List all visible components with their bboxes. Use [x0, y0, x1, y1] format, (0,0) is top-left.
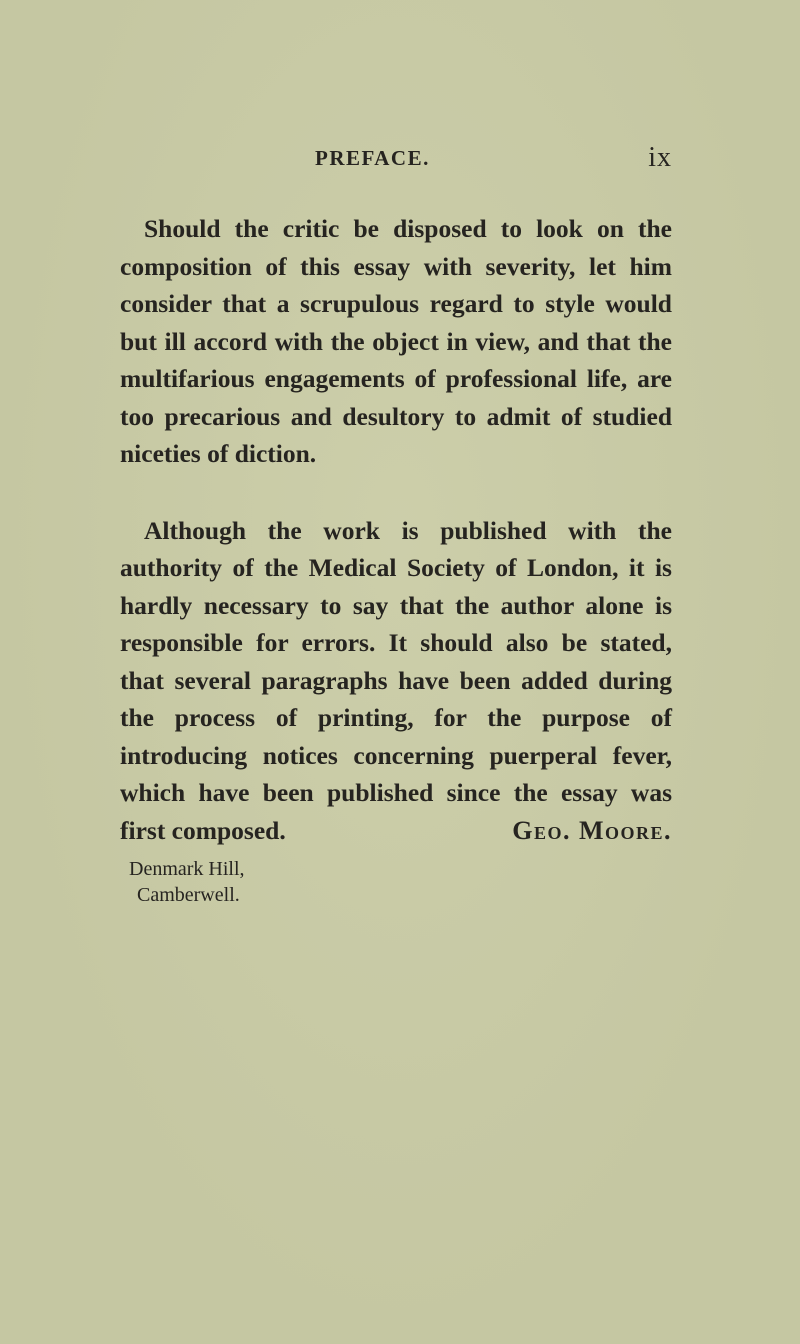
- page-number: ix: [648, 142, 672, 173]
- address-line-1: Denmark Hill,: [129, 858, 245, 880]
- address-line-2: Camberwell.: [137, 884, 240, 906]
- author-signature: Geo. Moore.: [512, 816, 672, 845]
- running-head: [120, 142, 672, 182]
- preface-body: [120, 210, 672, 849]
- section-title: PREFACE.: [315, 146, 430, 170]
- author-address: [129, 856, 245, 908]
- paragraph-1: Should the critic be disposed to look on the composition of this essay with severity, let him consider that a scrupulous regard to style would but ill accord with the object in view, and that the multifarious engagements of professional life, are too precarious and desultory to admit of studied niceties of diction.: [120, 214, 672, 468]
- paragraph-2: Although the work is published with the authority of the Medical Society of London, it is hardly necessary to say that the author alone is responsible for errors. It should also be stated, that several paragraphs have been added during the process of printing, for the purpose of introducing notices concerning puerperal fever, which have been published since the essay was first composed.: [120, 515, 672, 845]
